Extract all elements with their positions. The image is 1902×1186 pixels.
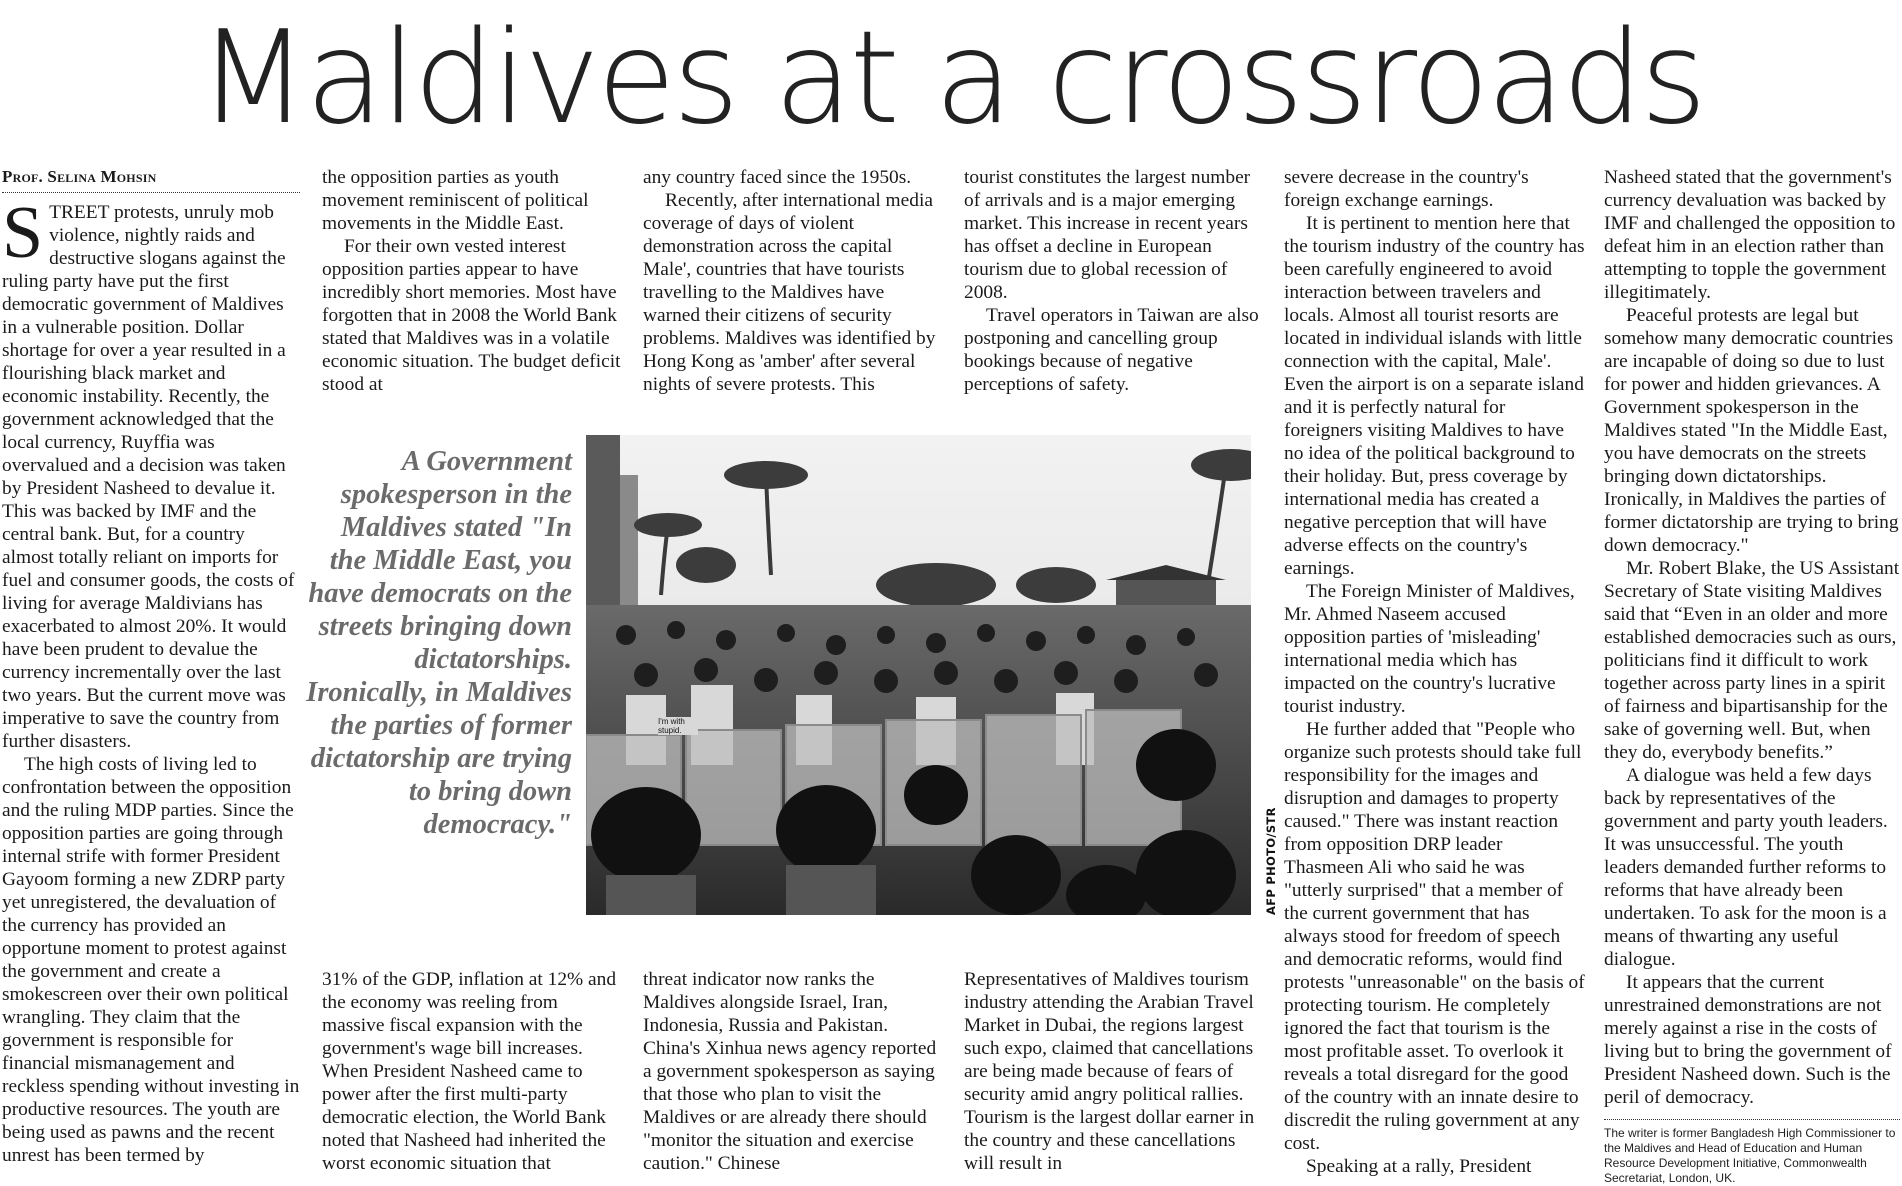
paragraph: Mr. Robert Blake, the US Assistant Secretary of State visiting Maldives said that “Even in an older and more established democracies such as ours, politicians find it difficult to work together across party lines in a spirit of fairness and bipartisanship for the sake of governing well. But, when they do, everybody benefits.” [1604,558,1900,763]
headline: Maldives at a crossroads [198,4,1704,153]
byline: Prof. Selina Mohsin [2,165,300,193]
column-6 [1604,166,1900,1186]
paragraph: It is pertinent to mention here that the tourism industry of the country has been carefully engineered to avoid interaction between travelers and locals. Almost all tourist resorts are located in individual islands with little connection with the capital, Male'. Even the airport is on a separate island and it is perfectly natural for foreigners visiting Maldives to have no idea of the political background to their holiday. But, press coverage by international media has created a negative perception that will have adverse effects on the country's earnings. [1284,213,1585,579]
drop-cap: S [2,192,44,274]
photo-credit: AFP PHOTO/STR [1264,807,1278,915]
paragraph: Travel operators in Taiwan are also postponing and cancelling group bookings because of negative perceptions of safety. [964,305,1259,395]
paragraph: Peaceful protests are legal but somehow many democratic countries are incapable of doing so due to lust for power and hidden grievances. A Government spokesperson in the Maldives stated "In the Middle East, you have democrats on the streets bringing down dictatorships. Ironically, in Maldives the parties of former dictatorship are trying to bring down democracy." [1604,305,1899,556]
column-5 [1284,166,1586,1178]
paragraph: the opposition parties as youth movement reminiscent of political movements in the Middle East. [322,167,589,234]
paragraph: severe decrease in the country's foreign exchange earnings. [1284,167,1529,211]
column-1 [2,165,300,1167]
column-3-bottom [643,968,945,1175]
tshirt-sign: I'm with stupid. [658,717,698,735]
paragraph: Recently, after international media coverage of days of violent demonstration across the capital Male', countries that have tourists travelling to the Maldives have warned their citizens of security problems. Maldives was identified by Hong Kong as 'amber' after several nights of severe protests. This [643,190,936,395]
paragraph: any country faced since the 1950s. [643,167,912,188]
paragraph: He further added that "People who organize such protests should take full responsibility for the images and disruption and damages to property caused." There was instant reaction from opposition DRP leader Thasmeen Ali who said he was "utterly surprised" that a member of the current government that has always stood for freedom of speech and democratic reforms, would find protests "unreasonable" on the basis of protecting tourism. He completely ignored the fact that tourism is the most profitable asset. To overlook it reveals a total disregard for the good of the country with an innate desire to discredit the ruling government at any cost. [1284,719,1585,1154]
paragraph: For their own vested interest opposition parties appear to have incredibly short memories. Most have forgotten that in 2008 the World Bank stated that Maldives was in a volatile economic situation. The budget deficit stood at [322,236,621,395]
paragraph: Representatives of Maldives tourism industry attending the Arabian Travel Market in Dubai, the regions largest such expo, claimed that cancellations are being made because of fears of security amid angry political rallies. Tourism is the largest dollar earner in the country and these cancellations will result in [964,969,1255,1174]
paragraph: A dialogue was held a few days back by representatives of the government and party youth leaders. It was unsuccessful. The youth leaders demanded further reforms to reforms that have already been undertaken. To ask for the moon is a means of thwarting any useful dialogue. [1604,765,1888,970]
paragraph: Speaking at a rally, President [1306,1156,1532,1177]
author-footnote: The writer is former Bangladesh High Commissioner to the Maldives and Head of Education and Human Resource Development Initiative, Commonwealth Secretariat, London, UK. [1604,1119,1900,1186]
column-2-bottom [322,968,624,1175]
paragraph: It appears that the current unrestrained demonstrations are not merely against a rise in the costs of living but to bring the government of President Nasheed down. Such is the peril of democracy. [1604,972,1892,1108]
paragraph: The Foreign Minister of Maldives, Mr. Ahmed Naseem accused opposition parties of 'misleading' international media which has impacted on the country's lucrative tourist industry. [1284,581,1575,717]
paragraph: The high costs of living led to confrontation between the opposition and the ruling MDP parties. Since the opposition parties are going through internal strife with former President Gayoom forming a new ZDRP party yet unregistered, the devaluation of the currency has provided an opportune moment to protest against the government and create a smokescreen over their own political wrangling. They claim that the government is responsible for financial mismanagement and reckless spending without investing in productive resources. The youth are being used as pawns and the recent unrest has been termed by [2,754,300,1166]
column-2-top [322,166,624,396]
protest-photo [586,435,1251,915]
column-4-bottom [964,968,1266,1175]
pull-quote: A Government spokesperson in the Maldives stated "In the Middle East, you have democrats on the streets bringing down dictatorships. Ironically, in Maldives the parties of former dictatorship are trying to bring down democracy." [306,446,572,840]
paragraph: Nasheed stated that the government's currency devaluation was backed by IMF and challenged the opposition to defeat him in an election rather than attempting to topple the government illegitimately. [1604,167,1896,303]
paragraph: TREET protests, unruly mob violence, nightly raids and destructive slogans against the ruling party have put the first democratic government of Maldives in a vulnerable position. Dollar shortage for over a year resulted in a flourishing black market and economic instability. Recently, the government acknowledged that the local currency, Ruyffia was overvalued and a decision was taken by President Nasheed to devalue it. This was backed by IMF and the central bank. But, for a country almost totally reliant on imports for fuel and consumer goods, the costs of living for average Maldivians has exacerbated to almost 20%. It would have been prudent to devalue the currency incrementally over the last two years. But the current move was imperative to save the country from further disasters. [2,202,295,752]
column-3-top [643,166,945,396]
paragraph: tourist constitutes the largest number of arrivals and is a major emerging market. This increase in recent years has offset a decline in European tourism due to global recession of 2008. [964,167,1251,303]
paragraph: threat indicator now ranks the Maldives alongside Israel, Iran, Indonesia, Russia and Pakistan. China's Xinhua news agency reported a government spokesperson as saying that those who plan to visit the Maldives or are already there should "monitor the situation and exercise caution." Chinese [643,969,937,1174]
column-4-top [964,166,1266,396]
paragraph: 31% of the GDP, inflation at 12% and the economy was reeling from massive fiscal expansion with the government's wage bill increases. When President Nasheed came to power after the first multi-party democratic election, the World Bank noted that Nasheed had inherited the worst economic situation that [322,969,617,1174]
